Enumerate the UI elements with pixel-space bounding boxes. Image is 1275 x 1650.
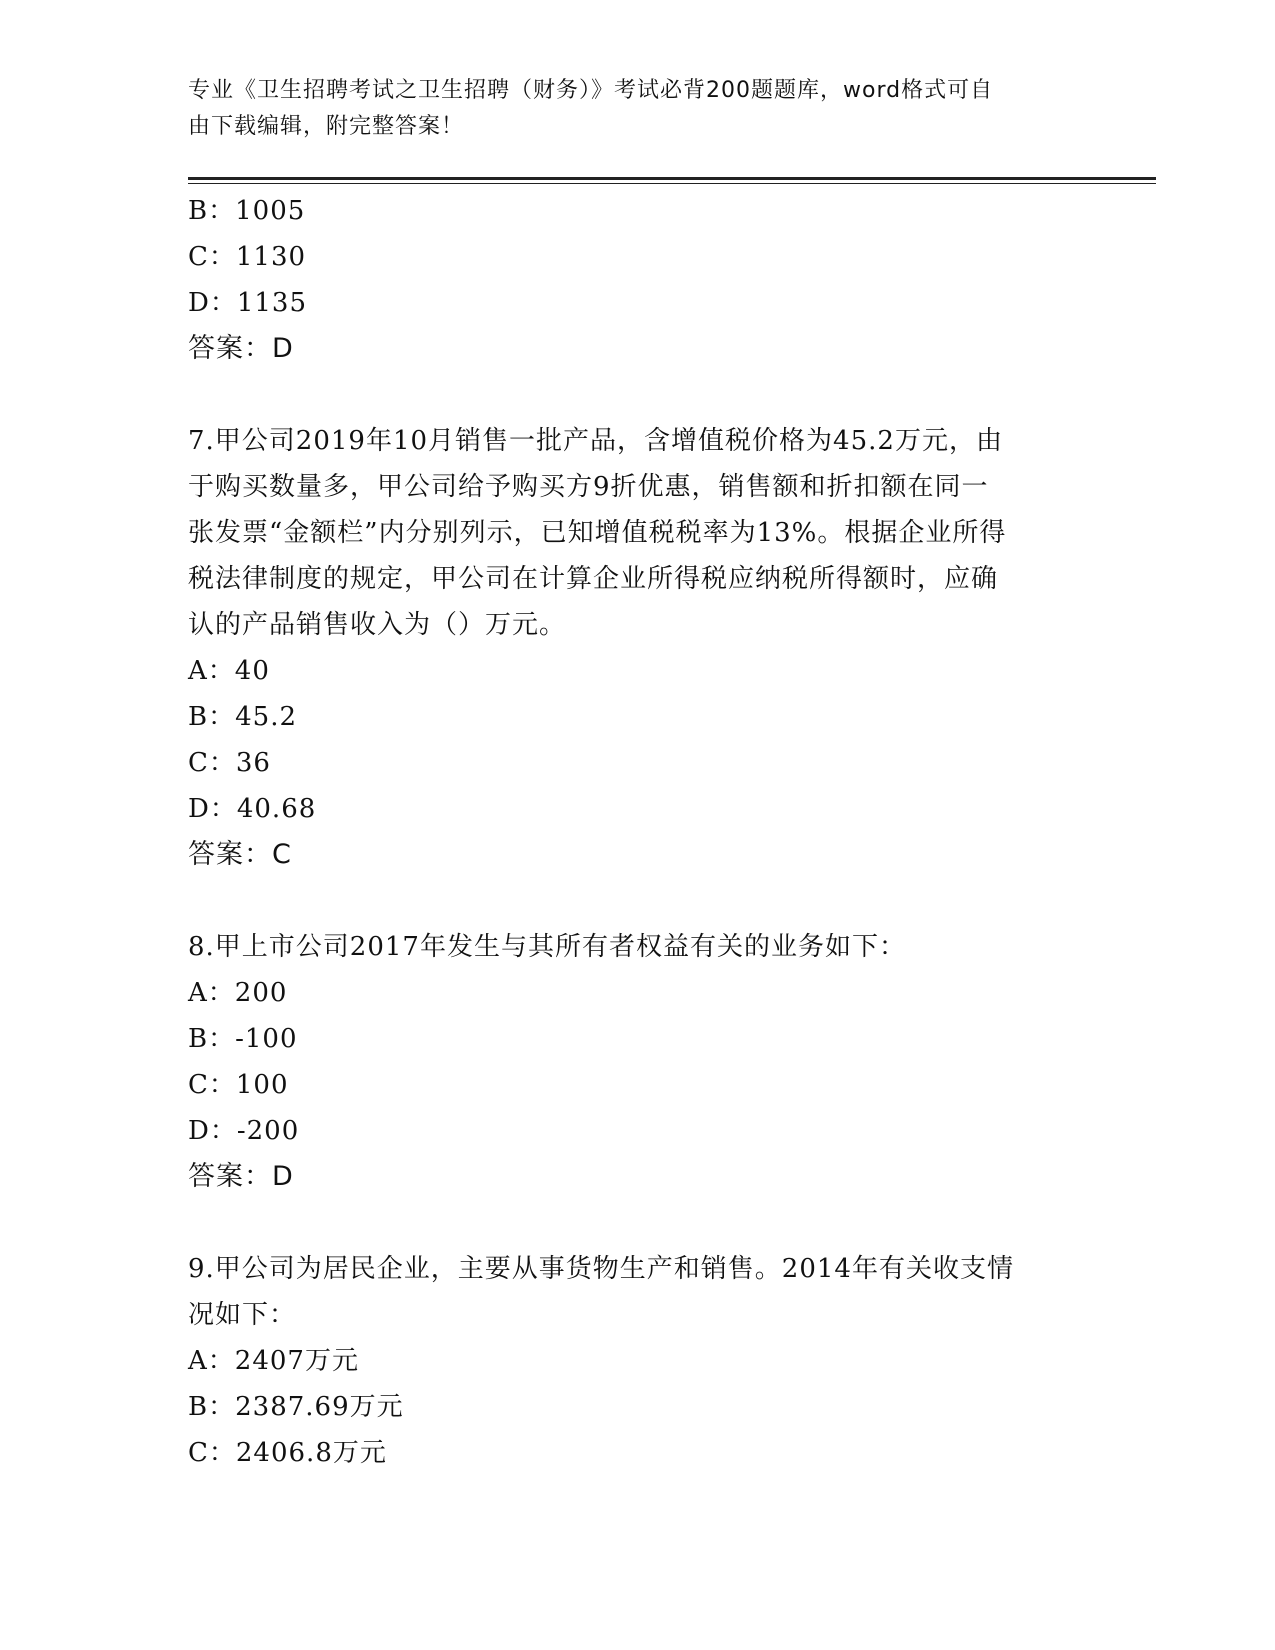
answer-line: 答案：D xyxy=(188,1161,294,1192)
header-divider-thick xyxy=(188,177,1156,180)
question-text-line: 认的产品销售收入为（）万元。 xyxy=(188,610,567,640)
option-c: C：36 xyxy=(188,748,271,778)
option-d: D：1135 xyxy=(188,288,308,318)
question-text-line: 张发票“金额栏”内分别列示，已知增值税税率为13%。根据企业所得 xyxy=(188,518,1007,548)
document-header xyxy=(188,73,1068,145)
answer-line: 答案：D xyxy=(188,333,294,364)
answer-line: 答案：C xyxy=(188,839,292,870)
question-8 xyxy=(188,924,1088,1200)
question-6-tail xyxy=(188,188,1088,372)
question-text-line: 于购买数量多，甲公司给予购买方9折优惠，销售额和折扣额在同一 xyxy=(188,472,989,502)
question-content xyxy=(188,188,1088,1476)
spacer xyxy=(188,1200,1088,1246)
option-c: C：100 xyxy=(188,1070,289,1100)
option-c: C：1130 xyxy=(188,242,307,272)
question-text-line: 8.甲上市公司2017年发生与其所有者权益有关的业务如下： xyxy=(188,932,906,962)
option-d: D：-200 xyxy=(188,1116,300,1146)
question-9 xyxy=(188,1246,1088,1476)
option-a: A：200 xyxy=(188,978,288,1008)
question-text-line: 9.甲公司为居民企业，主要从事货物生产和销售。2014年有关收支情 xyxy=(188,1254,1014,1284)
option-b: B：2387.69万元 xyxy=(188,1392,404,1422)
option-a: A：40 xyxy=(188,656,270,686)
header-line-2: 由下载编辑，附完整答案！ xyxy=(188,114,465,139)
header-divider-thin xyxy=(188,183,1156,184)
option-a: A：2407万元 xyxy=(188,1346,359,1376)
question-text-line: 况如下： xyxy=(188,1300,297,1330)
question-text-line: 税法律制度的规定，甲公司在计算企业所得税应纳税所得额时，应确 xyxy=(188,564,999,594)
spacer xyxy=(188,878,1088,924)
header-line-1: 专业《卫生招聘考试之卫生招聘（财务）》考试必背200题题库，word格式可自 xyxy=(188,78,994,103)
question-7 xyxy=(188,418,1088,878)
spacer xyxy=(188,372,1088,418)
option-b: B：45.2 xyxy=(188,702,297,732)
question-text-line: 7.甲公司2019年10月销售一批产品，含增值税价格为45.2万元，由 xyxy=(188,426,1003,456)
option-b: B：1005 xyxy=(188,196,306,226)
option-c: C：2406.8万元 xyxy=(188,1438,387,1468)
option-b: B：-100 xyxy=(188,1024,298,1054)
option-d: D：40.68 xyxy=(188,794,317,824)
